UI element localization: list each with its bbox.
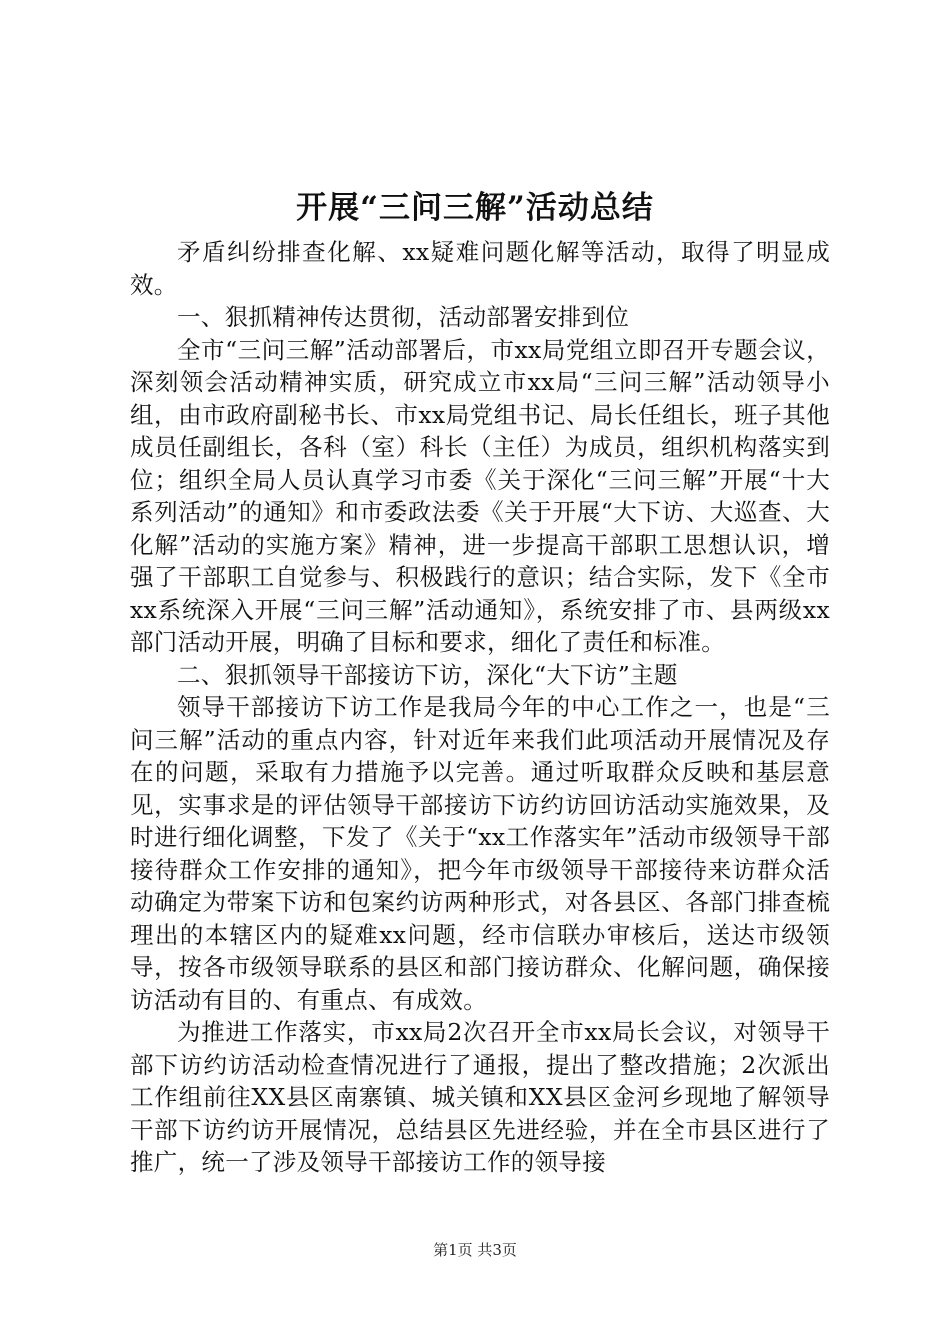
document-title: 开展“三问三解”活动总结: [296, 190, 654, 226]
paragraph-section-2-continued: 为推进工作落实，市xx局2次召开全市xx局长会议，对领导干部下访约访活动检查情况进行了通报，提出了整改措施；2次派出工作组前往XX县区南寨镇、城关镇和XX县区金河乡现地了解领导干部下访约访开展情况，总结县区先进经验，并在全市县区进行了推广，统一了涉及领导干部接访工作的领导接: [130, 1018, 830, 1176]
paragraph-section-1: 全市“三问三解”活动部署后，市xx局党组立即召开专题会议，深刻领会活动精神实质，研究成立市xx局“三问三解”活动领导小组，由市政府副秘书长、市xx局党组书记、局长任组长，班子其他成员任副组长，各科（室）科长（主任）为成员，组织机构落实到位；组织全局人员认真学习市委《关于深化“三问三解”开展“十大系列活动”的通知》和市委政法委《关于开展“大下访、大巡查、大化解”活动的实施方案》精神，进一步提高干部职工思想认识，增强了干部职工自觉参与、积极践行的意识；结合实际，发下《全市xx系统深入开展“三问三解”活动通知》，系统安排了市、县两级xx部门活动开展，明确了目标和要求，细化了责任和标准。: [130, 335, 830, 656]
page-number-footer: 第1页 共3页: [433, 1241, 517, 1259]
document-body: [130, 236, 830, 1179]
section-heading-2: 二、狠抓领导干部接访下访，深化“大下访”主题: [177, 660, 678, 689]
paragraph-section-2: 领导干部接访下访工作是我局今年的中心工作之一，也是“三问三解”活动的重点内容，针对近年来我们此项活动开展情况及存在的问题，采取有力措施予以完善。通过听取群众反映和基层意见，实事求是的评估领导干部接访下访约访回访活动实施效果，及时进行细化调整，下发了《关于“xx工作落实年”活动市级领导干部接待群众工作安排的通知》，把今年市级领导干部接待来访群众活动确定为带案下访和包案约访两种形式，对各县区、各部门排查梳理出的本辖区内的疑难xx问题，经市信联办审核后，送达市级领导，按各市级领导联系的县区和部门接访群众、化解问题，确保接访活动有目的、有重点、有成效。: [130, 693, 830, 1014]
paragraph-intro: 矛盾纠纷排查化解、xx疑难问题化解等活动，取得了明显成效。: [130, 238, 830, 299]
section-heading-1: 一、狠抓精神传达贯彻，活动部署安排到位: [177, 303, 630, 331]
